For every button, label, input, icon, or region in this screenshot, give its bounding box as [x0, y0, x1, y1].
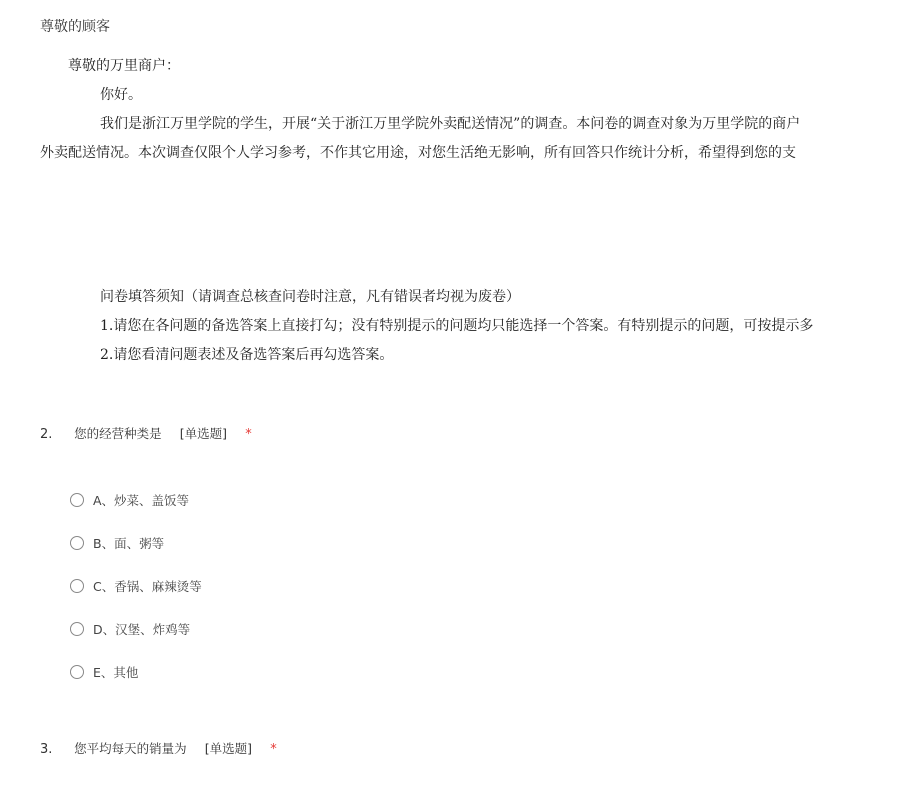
radio-circle-icon[interactable]: [70, 622, 84, 636]
radio-circle-icon[interactable]: [70, 493, 84, 507]
required-mark: *: [270, 742, 277, 757]
instructions-rule-2: 2.请您看清问题表述及备选答案后再勾选答案。: [100, 347, 394, 363]
survey-introduction: [40, 52, 900, 168]
option-e[interactable]: [70, 662, 202, 705]
question-title: 您平均每天的销量为: [74, 741, 187, 756]
radio-circle-icon[interactable]: [70, 536, 84, 550]
required-mark: *: [245, 427, 252, 442]
option-a[interactable]: [70, 490, 202, 533]
question-title: 您的经营种类是: [74, 426, 162, 441]
intro-body-line-2: 外卖配送情况。本次调查仅限个人学习参考，不作其它用途，对您生活绝无影响，所有回答只作统计分析，希望得到您的支: [40, 145, 796, 161]
radio-circle-icon[interactable]: [70, 665, 84, 679]
question-2: [40, 424, 252, 442]
option-label: D、汉堡、炸鸡等: [93, 622, 191, 637]
intro-hello: 你好。: [100, 87, 142, 103]
question-3: [40, 739, 277, 757]
option-b[interactable]: [70, 533, 202, 576]
question-number: 2.: [40, 427, 53, 442]
option-label: C、香锅、麻辣烫等: [93, 579, 202, 594]
option-label: B、面、粥等: [93, 536, 165, 551]
question-type-tag: [单选题]: [204, 741, 253, 756]
option-label: E、其他: [93, 665, 139, 680]
question-number: 3.: [40, 742, 53, 757]
page-greeting: 尊敬的顾客: [40, 19, 110, 35]
option-d[interactable]: [70, 619, 202, 662]
intro-body-line-1: 我们是浙江万里学院的学生，开展“关于浙江万里学院外卖配送情况”的调查。本问卷的调查对象为万里学院的商户: [100, 116, 801, 132]
question-2-options: [70, 490, 202, 705]
instructions-title: 问卷填答须知（请调查总核查问卷时注意，凡有错误者均视为废卷）: [100, 289, 520, 305]
option-label: A、炒菜、盖饭等: [93, 493, 190, 508]
instructions-rule-1: 1.请您在各问题的备选答案上直接打勾；没有特别提示的问题均只能选择一个答案。有特别提示的问题，可按提示多: [100, 318, 814, 334]
fill-instructions: [100, 283, 900, 370]
question-type-tag: [单选题]: [179, 426, 228, 441]
radio-circle-icon[interactable]: [70, 579, 84, 593]
intro-salutation: 尊敬的万里商户：: [68, 58, 180, 74]
option-c[interactable]: [70, 576, 202, 619]
